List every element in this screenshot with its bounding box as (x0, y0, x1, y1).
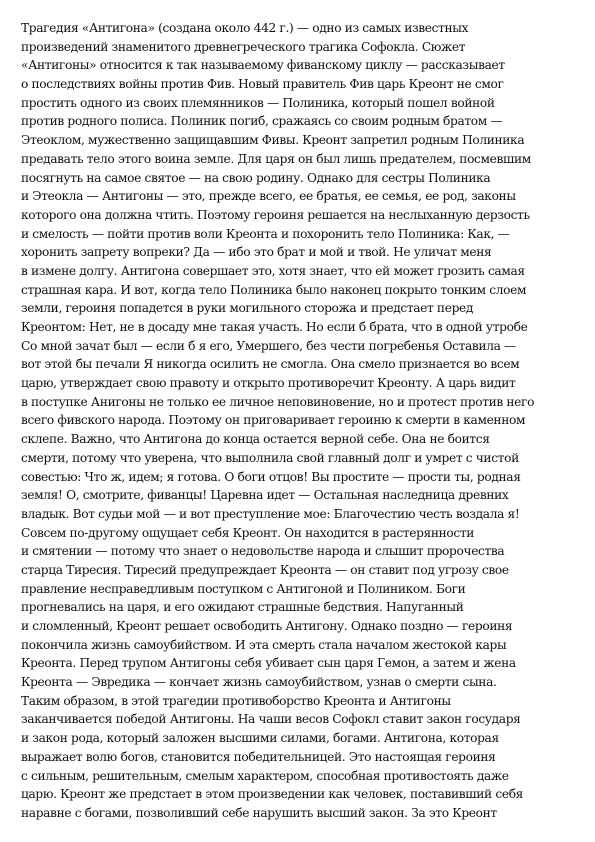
text-line: царю, утверждает свою правоту и открыто противоречит Креонту. А царь видит (21, 376, 516, 391)
text-line: старца Тиресия. Тиресий предупреждает Креонта — он ставит под угрозу свое (21, 562, 509, 577)
text-line: Совсем по-другому ощущает себя Креонт. Он находится в растерянности (21, 525, 475, 540)
text-line: вот этой бы печали Я никогда осилить не смогла. Она смело признается во всем (21, 357, 520, 372)
text-line: земля! О, смотрите, фиванцы! Царевна идет — Остальная наследница древних (21, 488, 509, 503)
text-line: которого она должна чтить. Поэтому героиня решается на неслыханную дерзость (21, 207, 530, 222)
text-line: и сломленный, Креонт решает освободить Антигону. Однако поздно — героиня (21, 619, 513, 633)
text-line: и смелость — пойти против воли Креонта и похоронить тело Полиника: Как, — (21, 226, 510, 241)
text-line: совестью: Что ж, идем; я готова. О боги отцов! Вы простите — прости ты, родная (21, 469, 521, 484)
text-line: наравне с богами, позволивший себе нарушить высший закон. За это Креонт (21, 805, 497, 820)
text-line: Таким образом, в этой трагедии противоборство Креонта и Антигоны (21, 693, 451, 708)
text-line: с сильным, решительным, смелым характером, способная противостоять даже (21, 768, 509, 783)
text-line: Креонтом: Нет, не в досаду мне такая участь. Но если б брата, что в одной утробе (21, 320, 528, 334)
text-line: хоронить запрету вопреки? Да — ибо это брат и мой и твой. Не уличат меня (21, 245, 492, 260)
text-line: прогневались на царя, и его ожидают страшные бедствия. Напуганный (21, 600, 464, 615)
essay-text (21, 19, 581, 823)
text-line: склепе. Важно, что Антигона до конца остается верной себе. Она не боится (21, 432, 490, 447)
text-line: владык. Вот судьи мой — и вот преступление мое: Благочестию честь воздала я! (21, 506, 520, 521)
text-line: предавать тело этого воина земле. Для царя он был лишь предателем, посмевшим (21, 151, 531, 166)
text-line: Креонта. Перед трупом Антигоны себя убивает сын царя Гемон, а затем и жена (21, 656, 516, 671)
text-line: Креонта — Эвредика — кончает жизнь самоубийством, узнав о смерти сына. (21, 675, 497, 690)
text-line: произведений знаменитого древнегреческого трагика Софокла. Сюжет (21, 39, 466, 54)
text-line: посягнуть на самое святое — на свою родину. Однако для сестры Полиника (21, 170, 491, 185)
text-line: Со мной зачат был — если б я его, Умершего, без чести погребенья Оставила — (21, 338, 516, 353)
text-line: всего фивского народа. Поэтому он приговаривает героиню к смерти в каменном (21, 413, 526, 428)
text-line: о последствиях войны против Фив. Новый правитель Фив царь Креонт не смог (21, 77, 504, 92)
text-line: покончила жизнь самоубийством. И эта смерть стала началом жестокой кары (21, 637, 507, 652)
text-line: в измене долгу. Антигона совершает это, хотя знает, что ей может грозить самая (21, 263, 525, 278)
text-line: против родного полиса. Полиник погиб, сражаясь со своим родным братом — (21, 114, 503, 129)
text-line: выражает волю богов, становится победительницей. Это настоящая героиня (21, 749, 496, 764)
text-line: простить одного из своих племянников — Полиника, который пошел войной (21, 95, 495, 110)
text-line: земли, героиня попадется в руки могильного сторожа и предстает перед (21, 301, 474, 316)
text-line: заканчивается победой Антигоны. На чаши весов Софокл ставит закон государя (21, 712, 521, 727)
text-line: в поступке Анигоны не только ее личное неповиновение, но и протест против него (21, 394, 535, 409)
text-line: страшная кара. И вот, когда тело Полиника было наконец покрыто тонким слоем (21, 282, 527, 297)
text-line: Трагедия «Антигона» (создана около 442 г.) — одно из самых известных (21, 21, 469, 35)
text-line: царю. Креонт же предстает в этом произведении как человек, поставивший себя (21, 787, 524, 802)
text-line: и закон рода, который заложен высшими силами, богами. Антигона, которая (21, 731, 499, 746)
text-line: и смятении — потому что знает о недовольстве народа и слышит пророчества (21, 544, 505, 559)
text-line: правление несправедливым поступком с Антигоной и Полиником. Боги (21, 581, 466, 596)
text-line: смерти, потому что уверена, что выполнила свой главный долг и умрет с чистой (21, 450, 519, 465)
text-line: Этеоклом, мужественно защищавшим Фивы. Креонт запретил родным Полиника (21, 133, 525, 148)
text-line: и Этеокла — Антигоны — это, прежде всего, ее братья, ее семья, ее род, законы (21, 189, 516, 204)
text-line: «Антигоны» относится к так называемому фиванскому циклу — рассказывает (21, 58, 505, 73)
